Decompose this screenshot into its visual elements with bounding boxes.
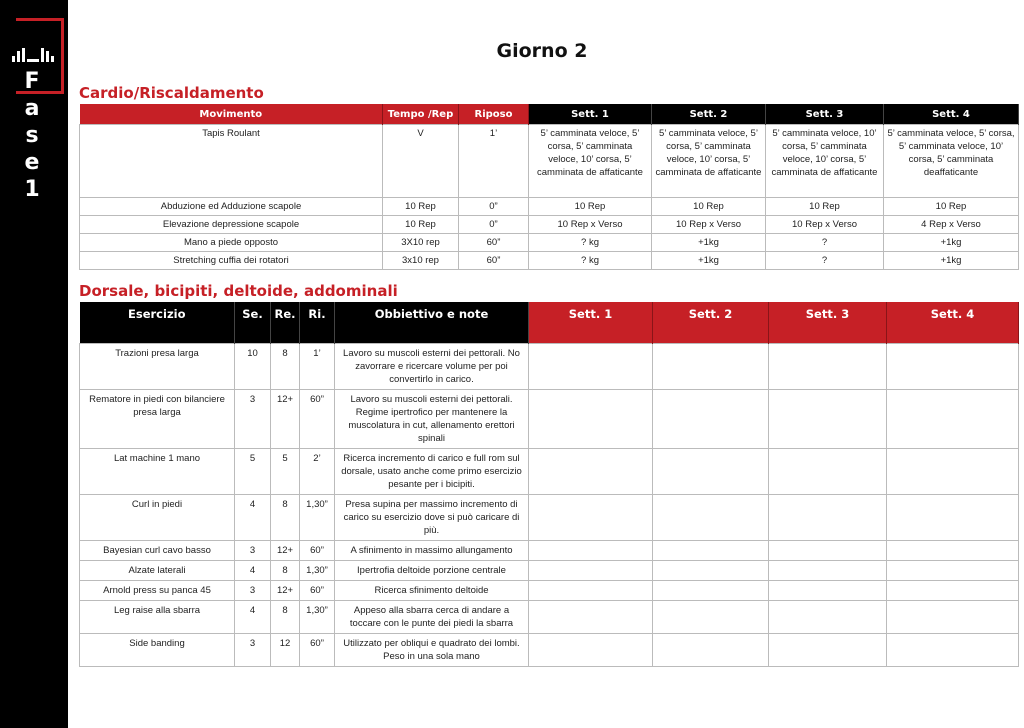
table-cell[interactable] (529, 344, 653, 390)
table-cell: 8 (271, 601, 300, 634)
col-header: Sett. 1 (529, 104, 652, 125)
table-cell: Leg raise alla sbarra (80, 601, 235, 634)
table-cell: 1,30” (300, 495, 335, 541)
table-cell[interactable] (769, 390, 887, 449)
table-cell: 4 Rep x Verso (884, 216, 1019, 234)
table-cell: Ipertrofia deltoide porzione centrale (335, 561, 529, 581)
table-cell: Utilizzato per obliqui e quadrato dei lombi. Peso in una sola mano (335, 634, 529, 667)
exercise-row (80, 541, 1019, 561)
cardio-row (80, 198, 1019, 216)
col-header: Sett. 4 (887, 302, 1019, 344)
table-cell: 1,30” (300, 601, 335, 634)
table-cell[interactable] (887, 561, 1019, 581)
table-cell: 3X10 rep (383, 234, 459, 252)
cardio-row (80, 216, 1019, 234)
table-cell: +1kg (652, 234, 766, 252)
col-header: Riposo (459, 104, 529, 125)
table-cell[interactable] (653, 495, 769, 541)
exercise-row (80, 344, 1019, 390)
table-cell: Appeso alla sbarra cerca di andare a toccare con le punte dei piedi la sbarra (335, 601, 529, 634)
table-cell: 60” (300, 581, 335, 601)
table-cell: Arnold press su panca 45 (80, 581, 235, 601)
table-cell: 1,30” (300, 561, 335, 581)
table-cell[interactable] (769, 634, 887, 667)
table-cell: 10 Rep x Verso (652, 216, 766, 234)
col-header: Sett. 4 (884, 104, 1019, 125)
col-header: Sett. 2 (652, 104, 766, 125)
table-cell: 3 (235, 541, 271, 561)
table-cell: 8 (271, 561, 300, 581)
table-cell: 10 Rep (652, 198, 766, 216)
table-cell: 10 (235, 344, 271, 390)
col-header: Sett. 3 (766, 104, 884, 125)
table-cell[interactable] (529, 561, 653, 581)
table-cell: 3 (235, 581, 271, 601)
exercise-row (80, 390, 1019, 449)
table-cell: 12+ (271, 390, 300, 449)
cardio-header-row (80, 104, 1019, 125)
table-cell[interactable] (653, 390, 769, 449)
exercise-row (80, 634, 1019, 667)
table-cell: Lavoro su muscoli esterni dei pettorali. Regime ipertrofico per mantenere la muscolatura in cut, allenamento erettori spinali (335, 390, 529, 449)
table-cell: 60” (459, 234, 529, 252)
table-cell: 60” (300, 541, 335, 561)
table-cell: 60” (300, 634, 335, 667)
table-cell[interactable] (769, 581, 887, 601)
table-cell: 5’ camminata veloce, 5’ corsa, 5’ camminata veloce, 10’ corsa, 5’ camminata deaffaticante (884, 125, 1019, 198)
table-cell: 10 Rep (383, 216, 459, 234)
table-cell: ? (766, 252, 884, 270)
col-header: Esercizio (80, 302, 235, 344)
table-cell: 8 (271, 495, 300, 541)
table-cell: 10 Rep (383, 198, 459, 216)
table-cell[interactable] (653, 541, 769, 561)
exercise-row (80, 601, 1019, 634)
table-cell: Stretching cuffia dei rotatori (80, 252, 383, 270)
table-cell: A sfinimento in massimo allungamento (335, 541, 529, 561)
page-title: Giorno 2 (496, 40, 588, 62)
table-cell[interactable] (653, 634, 769, 667)
table-cell: 4 (235, 561, 271, 581)
exercise-row (80, 561, 1019, 581)
table-cell: 1’ (459, 125, 529, 198)
table-cell: 10 Rep (884, 198, 1019, 216)
table-cell[interactable] (769, 601, 887, 634)
table-cell: +1kg (884, 234, 1019, 252)
table-cell: 2’ (300, 449, 335, 495)
table-cell: 5 (271, 449, 300, 495)
table-cell: 10 Rep (529, 198, 652, 216)
col-header: Movimento (80, 104, 383, 125)
col-header: Ri. (300, 302, 335, 344)
col-header: Se. (235, 302, 271, 344)
phase-letter: F (24, 69, 40, 94)
cardio-section-title: Cardio/Riscaldamento (79, 84, 264, 102)
table-cell: 3 (235, 634, 271, 667)
table-cell: 5’ camminata veloce, 10’ corsa, 5’ camminata veloce, 10’ corsa, 5’ camminata de affaticante (766, 125, 884, 198)
table-cell[interactable] (769, 449, 887, 495)
table-cell: V (383, 125, 459, 198)
table-cell: 5’ camminata veloce, 5’ corsa, 5’ camminata veloce, 10’ corsa, 5’ camminata de affaticante (652, 125, 766, 198)
table-cell: 12+ (271, 581, 300, 601)
table-cell: Lavoro su muscoli esterni dei pettorali. No zavorrare e ricercare volume per poi convertirlo in carico. (335, 344, 529, 390)
table-cell: 8 (271, 344, 300, 390)
table-cell[interactable] (529, 581, 653, 601)
table-cell: +1kg (884, 252, 1019, 270)
table-cell[interactable] (529, 601, 653, 634)
table-cell[interactable] (887, 634, 1019, 667)
table-cell: 1’ (300, 344, 335, 390)
strength-header-row (80, 302, 1019, 344)
col-header: Sett. 2 (653, 302, 769, 344)
table-cell: Bayesian curl cavo basso (80, 541, 235, 561)
table-cell[interactable] (887, 581, 1019, 601)
table-cell: 10 Rep x Verso (529, 216, 652, 234)
table-cell: ? (766, 234, 884, 252)
table-cell[interactable] (653, 601, 769, 634)
table-cell: ? kg (529, 252, 652, 270)
table-cell[interactable] (769, 561, 887, 581)
cardio-row (80, 234, 1019, 252)
col-header: Tempo /Rep (383, 104, 459, 125)
table-cell[interactable] (887, 344, 1019, 390)
table-cell[interactable] (529, 390, 653, 449)
exercise-row (80, 495, 1019, 541)
cardio-table (79, 104, 1019, 270)
table-cell: Tapis Roulant (80, 125, 383, 198)
table-cell: 10 Rep x Verso (766, 216, 884, 234)
table-cell[interactable] (769, 541, 887, 561)
col-header: Sett. 3 (769, 302, 887, 344)
table-cell: Side banding (80, 634, 235, 667)
phase-letter: e (24, 150, 40, 175)
table-cell: +1kg (652, 252, 766, 270)
table-cell: 4 (235, 601, 271, 634)
table-cell[interactable] (529, 449, 653, 495)
col-header: Sett. 1 (529, 302, 653, 344)
table-cell[interactable] (887, 541, 1019, 561)
table-cell: Ricerca sfinimento deltoide (335, 581, 529, 601)
cardio-row (80, 252, 1019, 270)
table-cell: 3 (235, 390, 271, 449)
table-cell[interactable] (769, 495, 887, 541)
table-cell: Abduzione ed Adduzione scapole (80, 198, 383, 216)
table-cell[interactable] (887, 390, 1019, 449)
table-cell: Ricerca incremento di carico e full rom sul dorsale, usato anche come primo esercizio pesante per i bicipiti. (335, 449, 529, 495)
table-cell: Lat machine 1 mano (80, 449, 235, 495)
table-cell[interactable] (887, 449, 1019, 495)
table-cell[interactable] (529, 541, 653, 561)
table-cell: Alzate laterali (80, 561, 235, 581)
cardio-row (80, 125, 1019, 198)
table-cell[interactable] (769, 344, 887, 390)
table-cell: 0” (459, 216, 529, 234)
table-cell[interactable] (887, 495, 1019, 541)
phase-letter: s (25, 123, 39, 148)
table-cell: Curl in piedi (80, 495, 235, 541)
table-cell: 5 (235, 449, 271, 495)
table-cell: Mano a piede opposto (80, 234, 383, 252)
sidebar (0, 0, 68, 728)
table-cell: 3x10 rep (383, 252, 459, 270)
phase-letter: 1 (24, 177, 40, 202)
table-cell: 0” (459, 198, 529, 216)
table-cell: Rematore in piedi con bilanciere presa larga (80, 390, 235, 449)
table-cell: 12 (271, 634, 300, 667)
exercise-row (80, 449, 1019, 495)
table-cell[interactable] (529, 634, 653, 667)
table-cell: 12+ (271, 541, 300, 561)
table-cell: 60” (459, 252, 529, 270)
table-cell: Trazioni presa larga (80, 344, 235, 390)
table-cell[interactable] (653, 449, 769, 495)
col-header: Re. (271, 302, 300, 344)
table-cell: Presa supina per massimo incremento di carico su esercizio dove si può caricare di più. (335, 495, 529, 541)
table-cell[interactable] (887, 601, 1019, 634)
strength-section-title: Dorsale, bicipiti, deltoide, addominali (79, 282, 398, 300)
col-header: Obbiettivo e note (335, 302, 529, 344)
table-cell: 5’ camminata veloce, 5’ corsa, 5’ camminata veloce, 10’ corsa, 5’ camminata de affaticante (529, 125, 652, 198)
exercise-row (80, 581, 1019, 601)
table-cell: 4 (235, 495, 271, 541)
table-cell: 60” (300, 390, 335, 449)
table-cell: Elevazione depressione scapole (80, 216, 383, 234)
table-cell[interactable] (653, 561, 769, 581)
table-cell[interactable] (653, 581, 769, 601)
table-cell: ? kg (529, 234, 652, 252)
phase-label (20, 68, 44, 203)
table-cell[interactable] (529, 495, 653, 541)
table-cell[interactable] (653, 344, 769, 390)
table-cell: 10 Rep (766, 198, 884, 216)
strength-table (79, 302, 1019, 667)
phase-letter: a (24, 96, 40, 121)
